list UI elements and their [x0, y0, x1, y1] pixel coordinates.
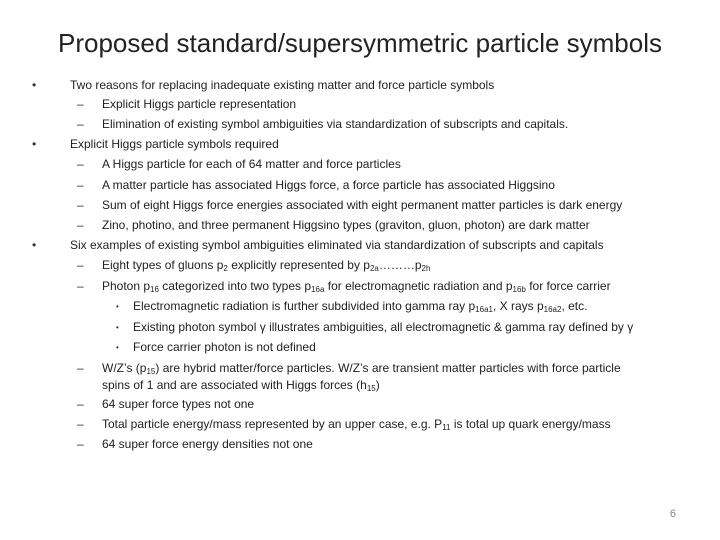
- sub-sub-bullet-text: Force carrier photon is not defined: [133, 340, 316, 354]
- dash-marker: –: [77, 157, 84, 171]
- sub-bullet-text: Explicit Higgs particle representation: [102, 97, 297, 111]
- bullet-marker: •: [32, 238, 37, 252]
- sub-bullet-text: A matter particle has associated Higgs force, a force particle has associated Higgsino: [102, 178, 555, 192]
- small-bullet-marker: •: [116, 323, 119, 332]
- small-bullet-marker: •: [116, 343, 119, 352]
- page-number: 6: [669, 508, 676, 520]
- sub-bullet-text: W/Z’s $(p_{15})$ are hybrid matter/force particles. W/Z’s are transient matter particles with force particle: [102, 361, 621, 376]
- dash-marker: –: [77, 218, 84, 232]
- sub-bullet-text: Eight types of gluons $p_2$ explicitly represented by $p_{2a}\dots\dots\dots p_{2h}$: [102, 258, 431, 273]
- sub-bullet-text: Sum of eight Higgs force energies associated with eight permanent matter particles is dark energy: [102, 198, 623, 212]
- sub-bullet-text: Photon $p_{16}$ categorized into two types $p_{16a}$ for electromagnetic radiation and $p_{16b}$ for force carrier: [102, 279, 611, 294]
- bullet-text: Two reasons for replacing inadequate existing matter and force particle symbols: [70, 78, 495, 92]
- sub-bullet-text: 64 super force energy densities not one: [102, 437, 313, 451]
- bullet-marker: •: [32, 78, 37, 92]
- sub-sub-bullet-text: Electromagnetic radiation is further subdivided into gamma ray $p_{16a1}$, X rays $p_{16a2}$, etc.: [133, 299, 588, 314]
- dash-marker: –: [77, 279, 84, 293]
- dash-marker: –: [77, 97, 84, 111]
- dash-marker: –: [77, 361, 84, 375]
- dash-marker: –: [77, 397, 84, 411]
- dash-marker: –: [77, 258, 84, 272]
- dash-marker: –: [77, 178, 84, 192]
- bullet-text: Six examples of existing symbol ambiguities eliminated via standardization of subscripts and capitals: [70, 238, 604, 252]
- sub-bullet-text: A Higgs particle for each of 64 matter and force particles: [102, 157, 401, 171]
- sub-bullet-text-continuation: spins of 1 and are associated with Higgs forces $(h_{15})$: [102, 378, 380, 393]
- sub-sub-bullet-text: Existing photon symbol γ illustrates ambiguities, all electromagnetic & gamma ray defined by γ: [133, 320, 634, 334]
- sub-bullet-text: Zino, photino, and three permanent Higgsino types (graviton, gluon, photon) are dark matter: [102, 218, 590, 232]
- dash-marker: –: [77, 198, 84, 212]
- dash-marker: –: [77, 117, 84, 131]
- dash-marker: –: [77, 417, 84, 431]
- bullet-text: Explicit Higgs particle symbols required: [70, 137, 279, 151]
- sub-bullet-text: Total particle energy/mass represented by an upper case, e.g. $P_{11}$ is total up quark energy/mass: [102, 417, 611, 432]
- sub-bullet-text: 64 super force types not one: [102, 397, 255, 411]
- sub-bullet-text: Elimination of existing symbol ambiguities via standardization of subscripts and capitals.: [102, 117, 569, 131]
- page-title: Proposed standard/supersymmetric particle symbols: [57, 28, 663, 58]
- bullet-marker: •: [32, 137, 37, 151]
- small-bullet-marker: •: [116, 302, 119, 311]
- dash-marker: –: [77, 437, 84, 451]
